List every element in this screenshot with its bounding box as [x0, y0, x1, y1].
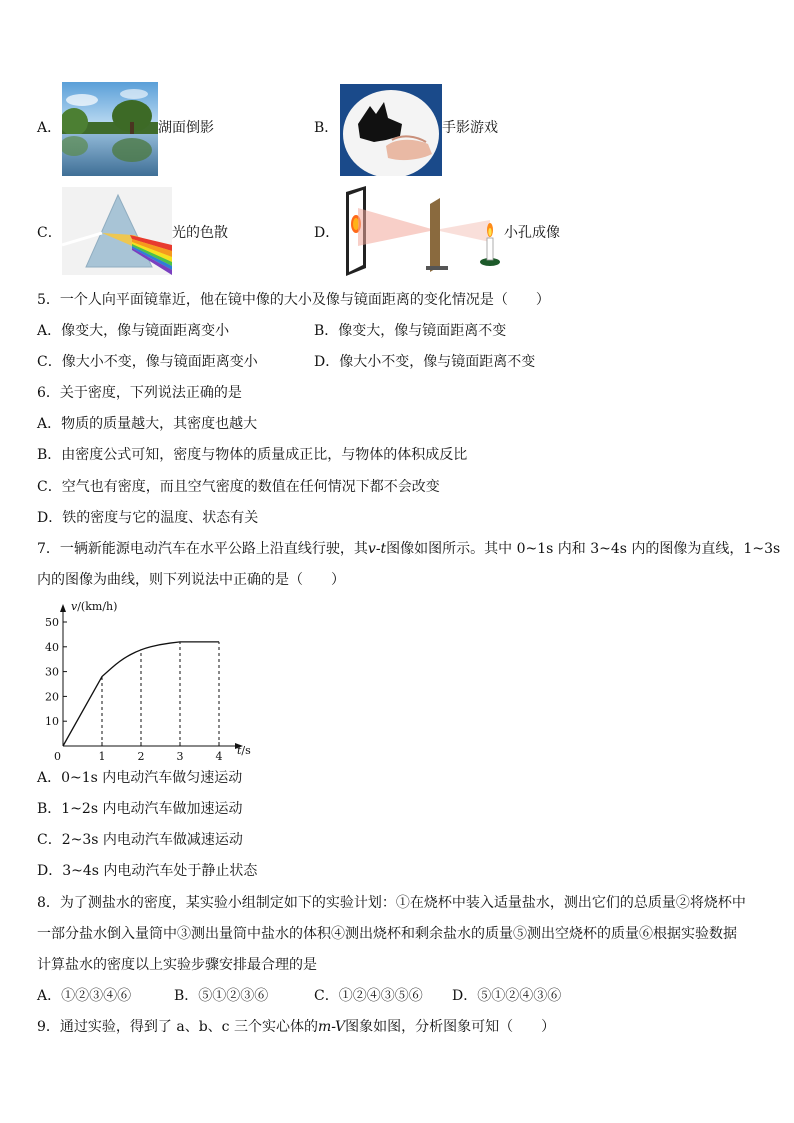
- prism-dispersion-image: [62, 187, 172, 275]
- q5-option-a: A．像变大，像与镜面距离变小: [37, 323, 230, 339]
- q7-stem-part2: 图像如图所示。其中 0~1s 内和 3~4s 内的图像为直线，1~3s: [386, 541, 781, 557]
- q4-option-c-caption: 光的色散: [172, 225, 228, 241]
- q9-stem-part1: 9．通过实验，得到了 a、b、c 三个实心体的: [37, 1019, 318, 1035]
- q8-option-a: A．①②③④⑥: [37, 988, 132, 1004]
- q5-stem: 5．一个人向平面镜靠近，他在镜中像的大小及像与镜面距离的变化情况是（ ）: [37, 292, 550, 308]
- velocity-series-line: [63, 642, 219, 746]
- x-tick-label: 3: [176, 750, 184, 761]
- q6-option-c: C．空气也有密度，而且空气密度的数值在任何情况下都不会改变: [37, 479, 440, 495]
- q6-option-a: A．物质的质量越大，其密度也越大: [37, 416, 258, 432]
- q7-stem-var: v-t: [367, 541, 387, 557]
- q4-option-b-letter: B．: [314, 120, 339, 136]
- q8-option-d: D．⑤①②④③⑥: [452, 988, 562, 1004]
- x-tick-label: 2: [137, 750, 145, 761]
- q7-stem-part1: 7．一辆新能源电动汽车在水平公路上沿直线行驶，其: [37, 541, 368, 557]
- q8-option-b: B．⑤①②③⑥: [174, 988, 269, 1004]
- q9-stem: [37, 1017, 555, 1037]
- q4-option-d-letter: D．: [314, 225, 340, 241]
- y-tick-label: 10: [45, 715, 59, 729]
- q4-option-c-letter: C．: [37, 225, 62, 241]
- y-axis-label: v/(km/h): [71, 600, 118, 613]
- q9-stem-var: m-V: [317, 1019, 346, 1035]
- q8-option-c: C．①②④③⑤⑥: [314, 988, 423, 1004]
- q8-stem-line3: 计算盐水的密度以上实验步骤安排最合理的是: [37, 957, 317, 973]
- y-axis-arrow: [60, 604, 66, 612]
- q7-stem-line2: 内的图像为曲线，则下列说法中正确的是（ ）: [37, 572, 345, 588]
- q7-stem-line1: [37, 539, 780, 559]
- q9-stem-part2: 图象如图，分析图象可知（ ）: [345, 1019, 556, 1035]
- q6-option-b: B．由密度公式可知，密度与物体的质量成正比，与物体的体积成反比: [37, 447, 468, 463]
- q7-option-a: A．0~1s 内电动汽车做匀速运动: [37, 770, 243, 786]
- q5-option-d: D．像大小不变，像与镜面距离不变: [314, 354, 536, 370]
- vt-chart: [40, 596, 260, 761]
- y-tick-label: 50: [45, 616, 59, 629]
- q4-option-a-caption: 湖面倒影: [158, 120, 214, 136]
- q7-option-c: C．2~3s 内电动汽车做减速运动: [37, 832, 243, 848]
- x-tick-label: 1: [98, 750, 106, 761]
- q7-option-d: D．3~4s 内电动汽车处于静止状态: [37, 863, 258, 879]
- q6-stem: 6．关于密度，下列说法正确的是: [37, 385, 242, 401]
- pinhole-imaging-image: [340, 186, 504, 278]
- q4-option-a-letter: A．: [37, 120, 62, 136]
- y-tick-label: 20: [45, 690, 59, 704]
- q4-option-b-caption: 手影游戏: [442, 120, 498, 136]
- x-tick-label: 4: [215, 750, 223, 761]
- lake-reflection-photo: [62, 82, 158, 176]
- origin-label: 0: [54, 750, 61, 761]
- q5-option-b: B．像变大，像与镜面距离不变: [314, 323, 507, 339]
- q8-stem-line2: 一部分盐水倒入量筒中③测出量筒中盐水的体积④测出烧杯和剩余盐水的质量⑤测出空烧杯的质量⑥根据实验数据: [37, 926, 737, 942]
- q4-option-d-caption: 小孔成像: [504, 225, 560, 241]
- q6-option-d: D．铁的密度与它的温度、状态有关: [37, 510, 259, 526]
- y-tick-label: 30: [45, 665, 59, 679]
- hand-shadow-photo: [340, 84, 442, 176]
- q5-option-c: C．像大小不变，像与镜面距离变小: [37, 354, 258, 370]
- q7-option-b: B．1~2s 内电动汽车做加速运动: [37, 801, 243, 817]
- q8-stem-line1: 8．为了测盐水的密度，某实验小组制定如下的实验计划：①在烧杯中装入适量盐水，测出它们的总质量②将烧杯中: [37, 895, 746, 911]
- x-axis-label: t/s: [237, 744, 251, 757]
- y-tick-label: 40: [45, 640, 59, 654]
